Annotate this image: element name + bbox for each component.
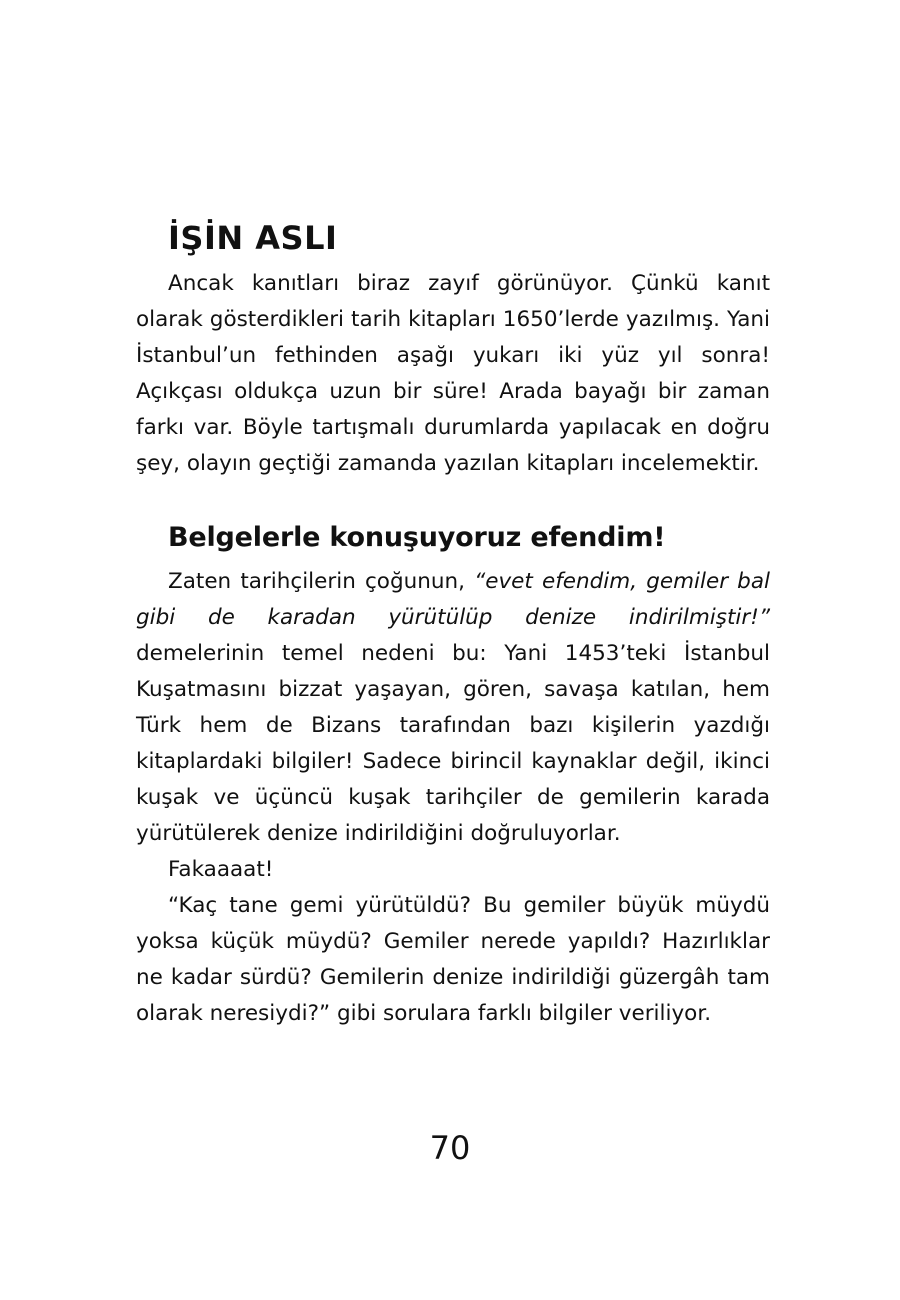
page-content: [136, 218, 770, 1032]
paragraph-isin-asli: Ancak kanıtları biraz zayıf görünüyor. Çünkü kanıt olarak gösterdikleri tarih kitapları 1650’lerde yazılmış. Yani İstanbul’un fethinden aşağı yukarı iki yüz yıl sonra! Açıkçası oldukça uzun bir süre! Arada bayağı bir zaman farkı var. Böyle tartışmalı durumlarda yapılacak en doğru şey, olayın geçtiği zamanda yazılan kitapları incelemektir.: [136, 271, 770, 476]
paragraph-zaten-start: Zaten tarihçilerin çoğunun,: [168, 569, 475, 594]
paragraph-fakaaaat: Fakaaaat!: [168, 857, 274, 882]
paragraph-zaten-end: demelerinin temel nedeni bu: Yani 1453’teki İstanbul Kuşatmasını bizzat yaşayan, gören, savaşa katılan, hem Türk hem de Bizans tarafından bazı kişilerin yazdığı kitaplardaki bilgiler! Sadece birincil kaynaklar değil, ikinci kuşak ve üçüncü kuşak tarihçiler de gemilerin karada yürütülerek denize indirildiğini doğruluyorlar.: [136, 641, 770, 846]
page-number: 70: [429, 1129, 471, 1167]
paragraph-zaten-quote: “evet efendim, gemiler bal gibi de karadan yürütülüp denize indirilmiştir!”: [136, 569, 770, 630]
paragraph-zaten: [136, 564, 770, 852]
paragraph-questions: “Kaç tane gemi yürütüldü? Bu gemiler büyük müydü yoksa küçük müydü? Gemiler nerede yapıldı? Hazırlıklar ne kadar sürdü? Gemilerin denize indirildiği güzergâh tam olarak neresiydi?” gibi sorulara farklı bilgiler veriliyor.: [136, 893, 770, 1026]
section-heading-isin-asli: İŞİN ASLI: [168, 219, 338, 257]
section-heading-belgelerle: Belgelerle konuşuyoruz efendim!: [168, 522, 666, 553]
